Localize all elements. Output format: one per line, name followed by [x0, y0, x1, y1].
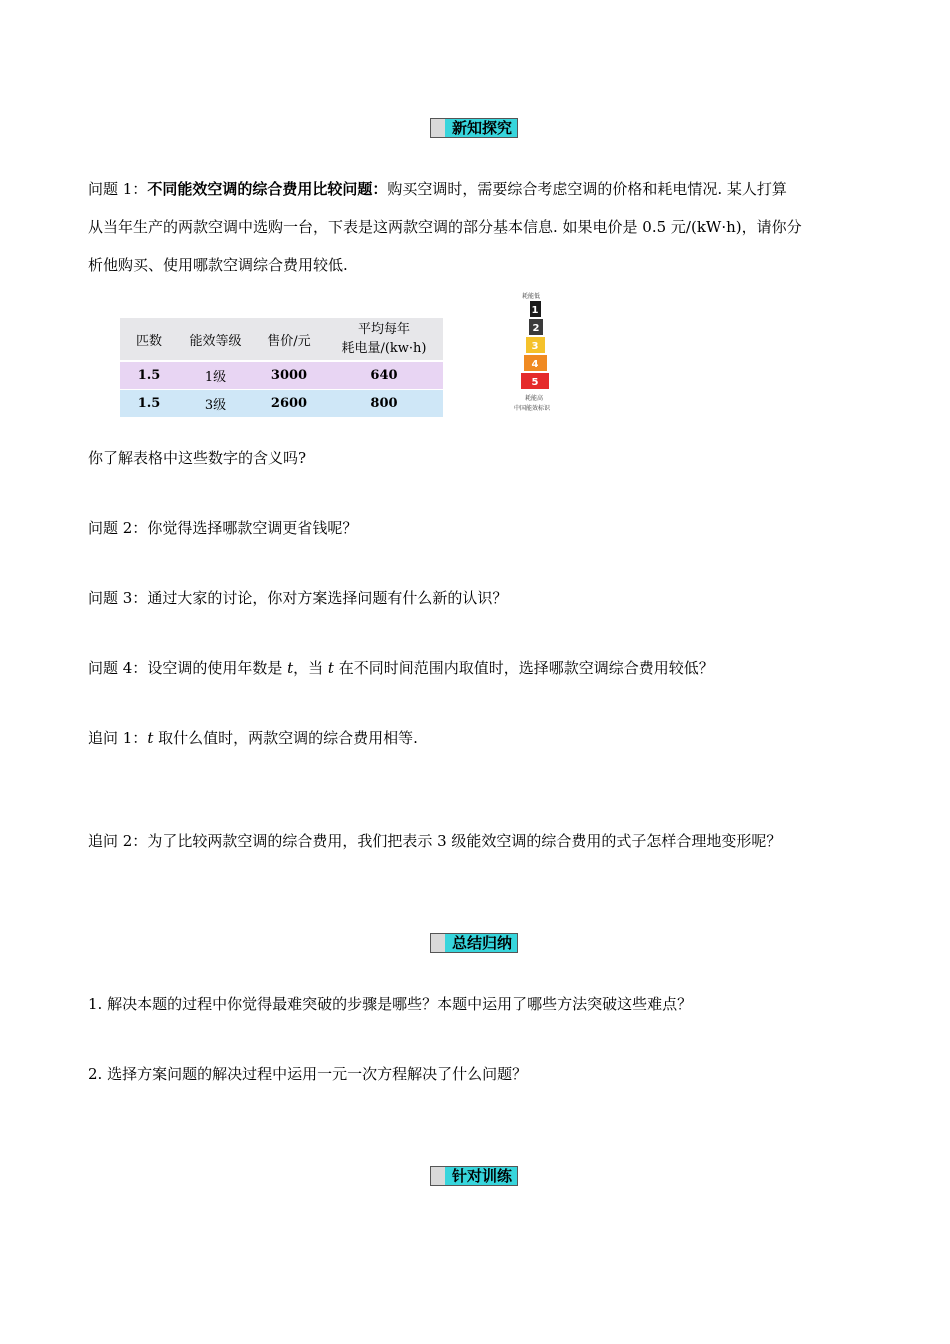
- table-header-cell: 能效等级: [178, 318, 253, 361]
- energy-label-top-text: 耗能低: [522, 293, 541, 300]
- table-cell: 2600: [253, 390, 325, 418]
- q2-label: 问题 2：: [88, 519, 148, 537]
- followup-1: [88, 727, 418, 748]
- section-header-tab: [431, 1167, 446, 1185]
- f1-text: 取什么值时，两款空调的综合费用相等.: [153, 729, 418, 747]
- q4-text-c: 在不同时间范围内取值时，选择哪款空调综合费用较低？: [333, 659, 714, 677]
- q4-var-t: t: [287, 659, 294, 677]
- table-cell: 3000: [253, 361, 325, 390]
- section-header-tab: [431, 119, 446, 137]
- q4-text-a: 设空调的使用年数是: [147, 659, 288, 677]
- summary-item-1: 1. 解决本题的过程中你觉得最难突破的步骤是哪些？本题中运用了哪些方法突破这些难点？: [88, 995, 693, 1013]
- question-2: [88, 517, 357, 538]
- energy-label-bottom-text: 耗能高: [525, 395, 544, 402]
- q1-line2: 从当年生产的两款空调中选购一台，下表是这两款空调的部分基本信息. 如果电价是 0.5 元/(kW·h)，请你分: [88, 218, 802, 236]
- q1-line1-rest: 购买空调时，需要综合考虑空调的价格和耗电情况. 某人打算: [387, 180, 787, 198]
- table-cell: 3级: [178, 390, 253, 418]
- section-header-training: [430, 1166, 518, 1186]
- q1-line3: 析他购买、使用哪款空调综合费用较低.: [88, 256, 348, 274]
- table-header-row: [120, 318, 443, 361]
- ac-info-table: [120, 318, 443, 417]
- q3-text: 通过大家的讨论，你对方案选择问题有什么新的认识？: [147, 589, 508, 607]
- table-header-line: 耗电量/(kw·h): [341, 341, 427, 356]
- q2-text: 你觉得选择哪款空调更省钱呢？: [147, 519, 358, 537]
- table-header-line: 平均每年: [357, 322, 410, 337]
- f2-label: 追问 2：: [88, 832, 148, 850]
- table-header-cell: 售价/元: [253, 318, 325, 361]
- energy-efficiency-label: [505, 290, 565, 420]
- energy-level-num-5: 5: [531, 377, 539, 388]
- table-header-cell: [325, 318, 443, 361]
- question-4: [88, 657, 714, 678]
- f2-text: 为了比较两款空调的综合费用，我们把表示 3 级能效空调的综合费用的式子怎样合理地变形呢？: [147, 832, 782, 850]
- energy-label-caption: 中国能效标识: [514, 405, 551, 412]
- section-header-title: 新知探究: [445, 119, 517, 137]
- section-header-summary: [430, 933, 518, 953]
- summary-item-2: 2. 选择方案问题的解决过程中运用一元一次方程解决了什么问题？: [88, 1065, 528, 1083]
- q4-var-t: t: [327, 659, 334, 677]
- table-cell: 800: [325, 390, 443, 418]
- section-header-title: 针对训练: [445, 1167, 517, 1185]
- f1-label: 追问 1：: [88, 729, 148, 747]
- table-row: [120, 390, 443, 418]
- q3-label: 问题 3：: [88, 589, 148, 607]
- q4-text-b: ，当: [293, 659, 328, 677]
- energy-level-num-2: 2: [532, 323, 540, 334]
- energy-level-num-1: 1: [531, 305, 539, 316]
- table-cell: 1级: [178, 361, 253, 390]
- q-meaning: 你了解表格中这些数字的含义吗?: [88, 449, 307, 467]
- table-cell: 640: [325, 361, 443, 390]
- table-row: [120, 361, 443, 390]
- energy-level-num-4: 4: [531, 359, 539, 370]
- q1-title: 不同能效空调的综合费用比较问题：: [147, 180, 388, 198]
- section-header-explore: [430, 118, 518, 138]
- question-3: [88, 587, 507, 608]
- f1-var-t: t: [147, 729, 154, 747]
- q1-line1: [88, 178, 787, 199]
- q4-label: 问题 4：: [88, 659, 148, 677]
- section-header-title: 总结归纳: [445, 934, 517, 952]
- followup-2: [88, 830, 781, 851]
- table-header-cell: 匹数: [120, 318, 178, 361]
- table-cell: 1.5: [120, 361, 178, 390]
- table-cell: 1.5: [120, 390, 178, 418]
- section-header-tab: [431, 934, 446, 952]
- energy-level-num-3: 3: [531, 341, 539, 352]
- q1-label: 问题 1：: [88, 180, 148, 198]
- energy-label-bars: [505, 300, 565, 400]
